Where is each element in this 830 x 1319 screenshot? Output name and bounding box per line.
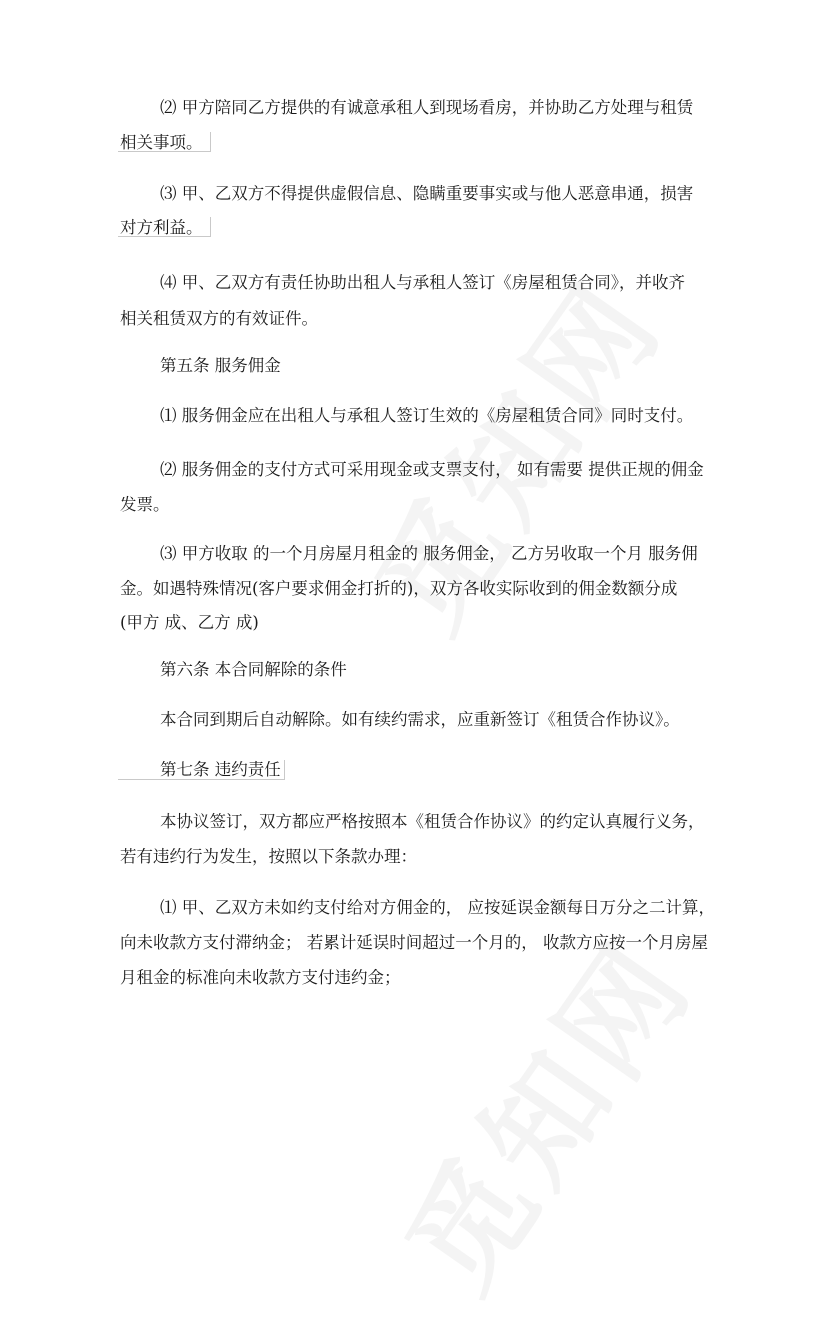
paragraph-line: 向未收款方支付滞纳金； 若累计延误时间超过一个月的， 收款方应按一个月房屋 bbox=[120, 933, 708, 952]
paragraph-line: ⑵ 服务佣金的支付方式可采用现金或支票支付， 如有需要 提供正规的佣金 bbox=[160, 460, 704, 479]
paragraph-line: 相关租赁双方的有效证件。 bbox=[120, 309, 318, 328]
watermark-text-bottom bbox=[360, 901, 725, 1319]
paragraph-line: ⑷ 甲、乙双方有责任协助出租人与承租人签订《房屋租赁合同》，并收齐 bbox=[160, 273, 685, 292]
paragraph-line: 若有违约行为发生，按照以下条款办理： bbox=[120, 847, 417, 866]
paragraph-line: 发票。 bbox=[120, 495, 170, 514]
paragraph-line: ⑴ 甲、乙双方未如约支付给对方佣金的， 应按延误金额每日万分之二计算， bbox=[160, 898, 715, 917]
paragraph-line: 本协议签订，双方都应严格按照本《租赁合作协议》的约定认真履行义务， bbox=[160, 812, 705, 831]
paragraph-line: ⑵ 甲方陪同乙方提供的有诚意承租人到现场看房，并协助乙方处理与租赁 bbox=[160, 98, 694, 117]
paragraph-line: 相关事项。 bbox=[120, 133, 203, 152]
paragraph-line: ⑴ 服务佣金应在出租人与承租人签订生效的《房屋租赁合同》同时支付。 bbox=[160, 406, 694, 425]
section-heading: 第七条 违约责任 bbox=[160, 760, 281, 779]
paragraph-line: 本合同到期后自动解除。如有续约需求，应重新签订《租赁合作协议》。 bbox=[160, 710, 680, 729]
paragraph-line: (甲方 成、乙方 成) bbox=[120, 613, 259, 632]
section-heading: 第五条 服务佣金 bbox=[160, 356, 281, 375]
paragraph-line: 对方利益。 bbox=[120, 218, 203, 237]
paragraph-line: 月租金的标准向未收款方支付违约金； bbox=[120, 968, 401, 987]
section-heading: 第六条 本合同解除的条件 bbox=[160, 660, 347, 679]
paragraph-line: 金。如遇特殊情况(客户要求佣金打折的)，双方各收实际收到的佣金数额分成 bbox=[120, 579, 678, 598]
paragraph-line: ⑶ 甲、乙双方不得提供虚假信息、隐瞒重要事实或与他人恶意串通，损害 bbox=[160, 184, 694, 203]
paragraph-line: ⑶ 甲方收取 的一个月房屋月租金的 服务佣金， 乙方另收取一个月 服务佣 bbox=[160, 544, 698, 563]
